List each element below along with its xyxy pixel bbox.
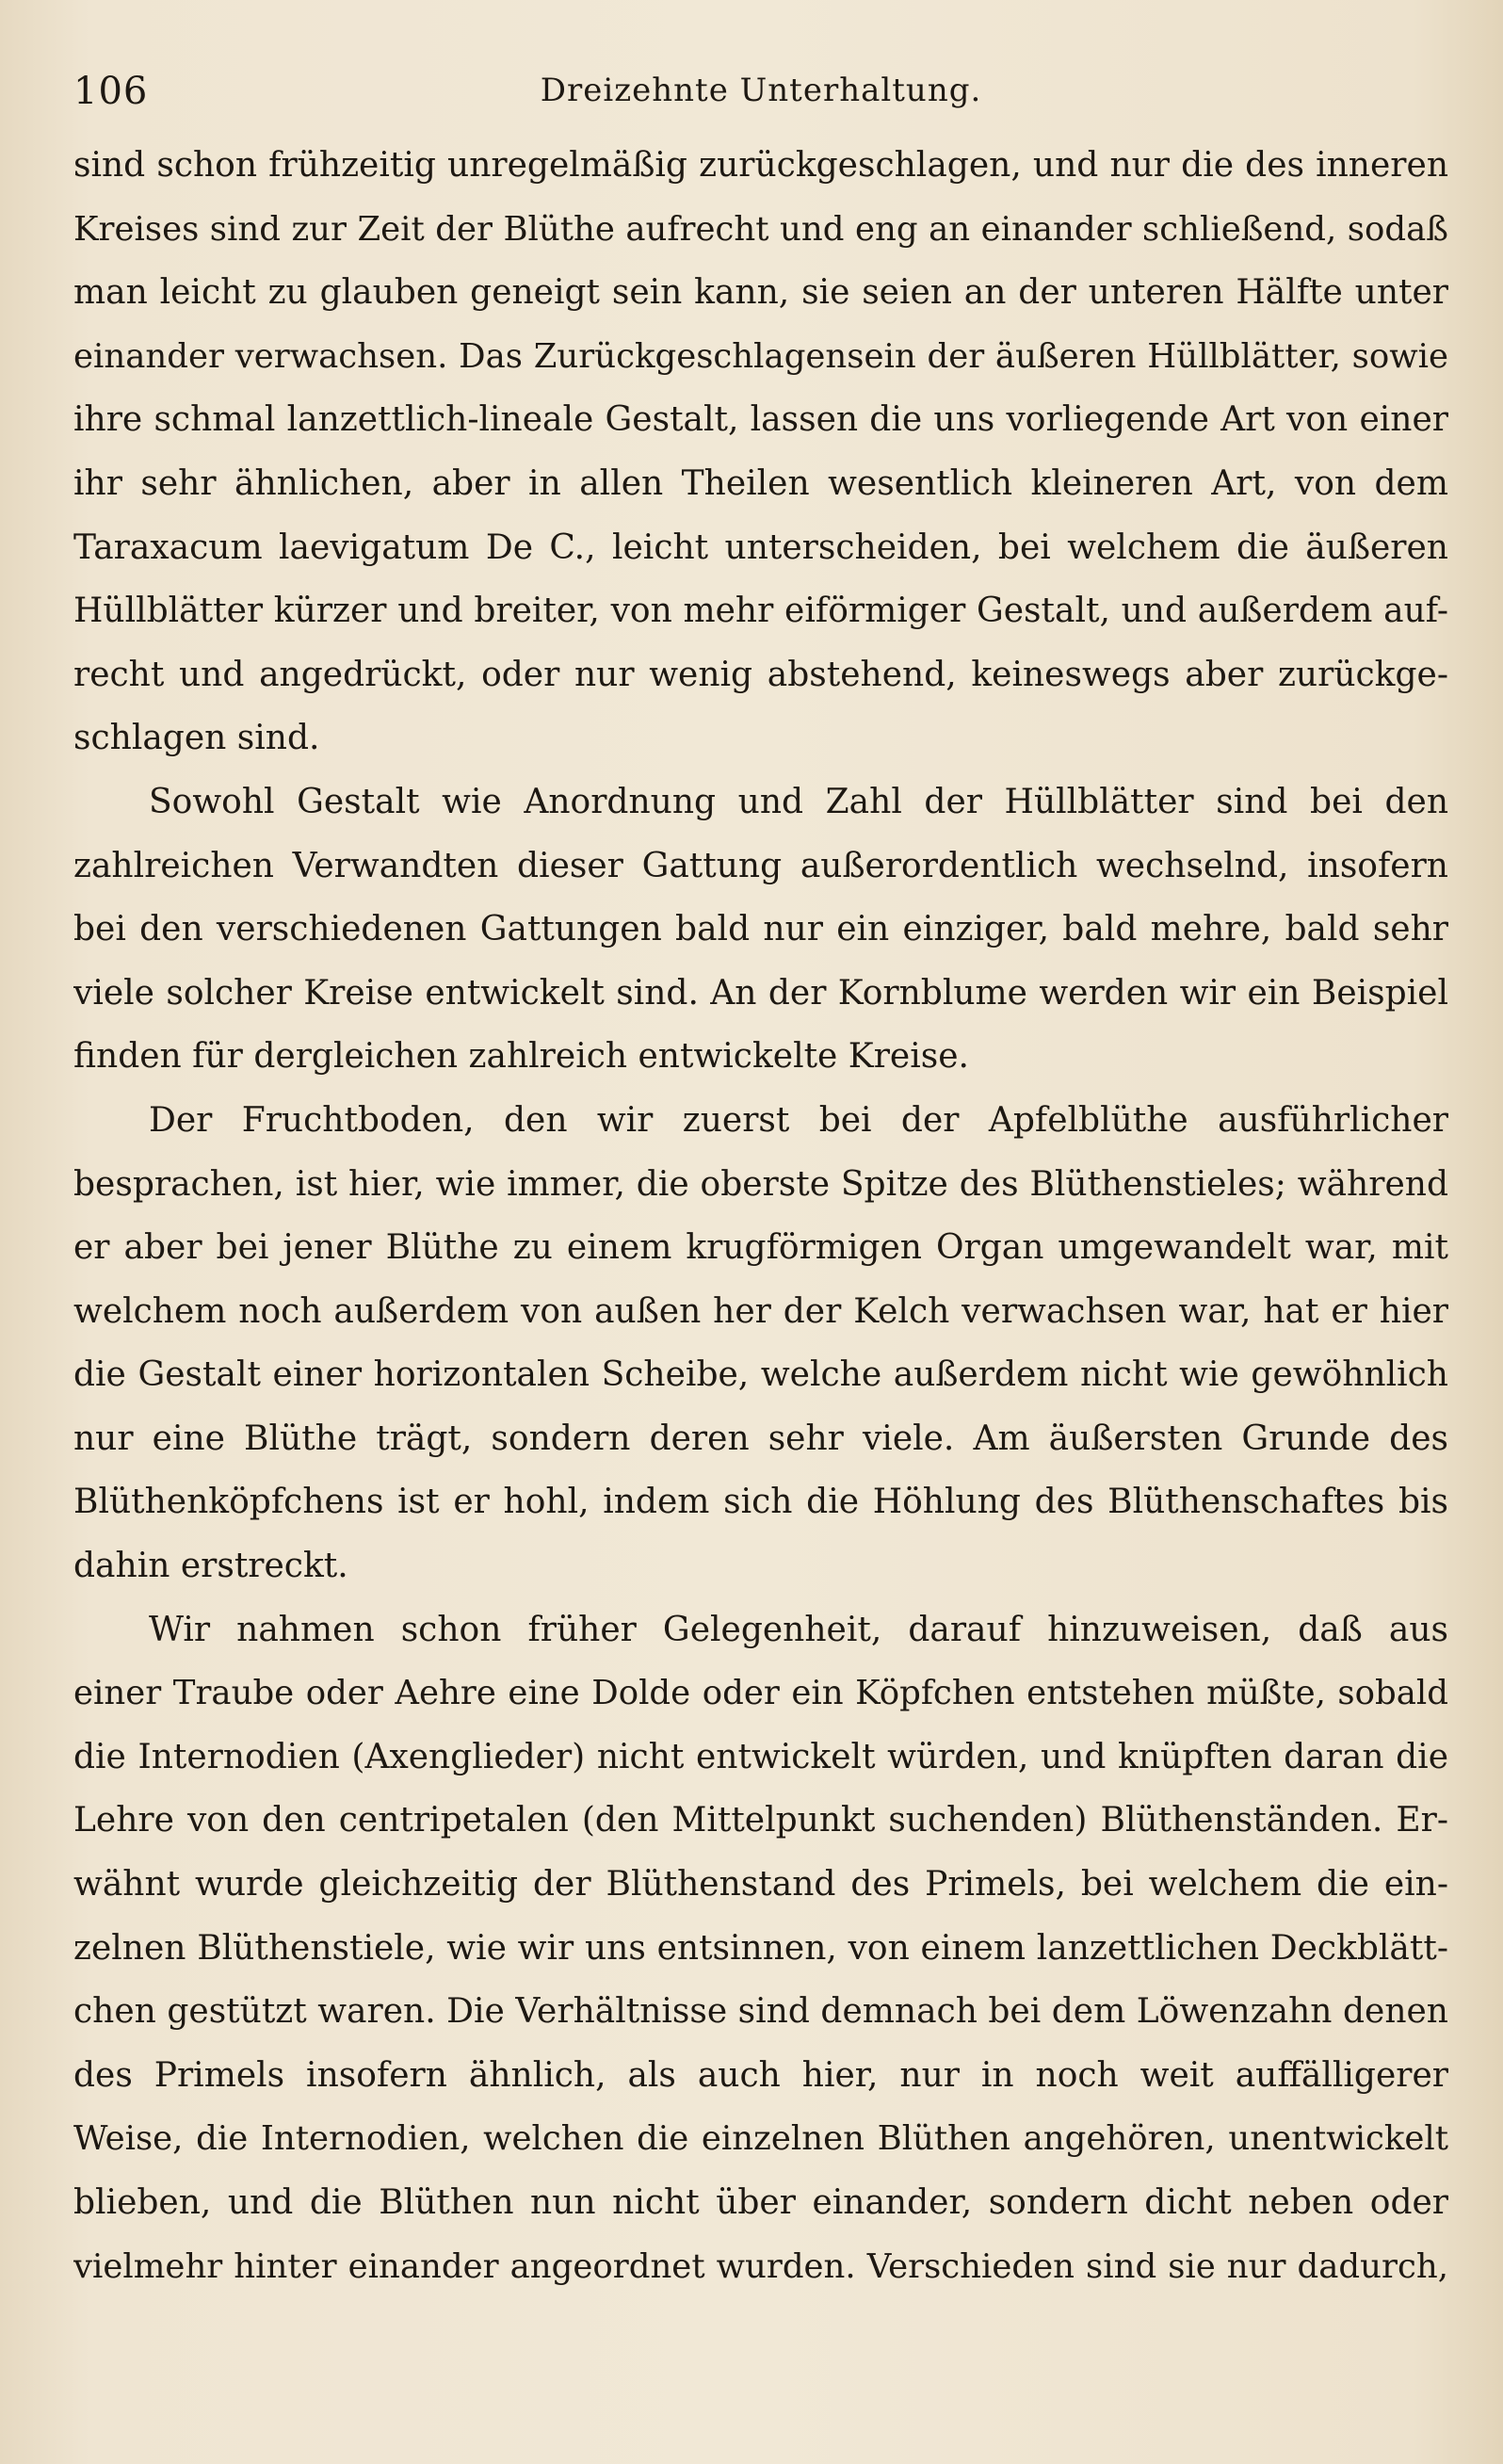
book-page — [73, 57, 1448, 2430]
text-line: blieben, und die Blüthen nun nicht über einander, sondern dicht neben oder — [73, 2183, 1448, 2222]
text-line: wähnt wurde gleichzeitig der Blüthenstand des Primels, bei welchem die ein- — [73, 1865, 1448, 1905]
text-line: nur eine Blüthe trägt, sondern deren sehr viele. Am äußersten Grunde des — [73, 1418, 1448, 1458]
page-number: 106 — [73, 70, 149, 113]
text-line: vielmehr hinter einander angeordnet wurden. Verschieden sind sie nur dadurch, — [73, 2246, 1448, 2286]
text-line: Hüllblätter kürzer und breiter, von mehr eiförmiger Gestalt, und außerdem auf- — [73, 592, 1448, 631]
text-line: Wir nahmen schon früher Gelegenheit, darauf hinzuweisen, daß aus — [149, 1610, 1448, 1649]
text-line: Kreises sind zur Zeit der Blüthe aufrecht und eng an einander schließend, sodaß — [73, 209, 1448, 249]
paragraph-1 — [73, 134, 1448, 770]
text-line-latin-name: Taraxacum laevigatum De C., leicht unterscheiden, bei welchem die äußeren — [73, 527, 1448, 567]
text-line: ihre schmal lanzettlich-lineale Gestalt, lassen die uns vorliegende Art von einer — [73, 400, 1448, 440]
paragraph-2 — [73, 770, 1448, 1089]
text-line: des Primels insofern ähnlich, als auch hier, nur in noch weit auffälligerer — [73, 2055, 1448, 2095]
text-line: er aber bei jener Blüthe zu einem krugförmigen Organ umgewandelt war, mit — [73, 1228, 1448, 1268]
text-line: Der Fruchtboden, den wir zuerst bei der Apfelblüthe ausführlicher — [149, 1100, 1448, 1140]
text-line: einer Traube oder Aehre eine Dolde oder ein Köpfchen entstehen müßte, sobald — [73, 1674, 1448, 1713]
text-line: besprachen, ist hier, wie immer, die oberste Spitze des Blüthenstieles; während — [73, 1164, 1448, 1204]
text-line: ihr sehr ähnlichen, aber in allen Theilen wesentlich kleineren Art, von dem — [73, 463, 1448, 503]
text-line: die Gestalt einer horizontalen Scheibe, welche außerdem nicht wie gewöhnlich — [73, 1355, 1448, 1395]
page-header — [73, 57, 1448, 132]
text-line: chen gestützt waren. Die Verhältnisse sind demnach bei dem Löwenzahn denen — [73, 1992, 1448, 2032]
text-line: Blüthenköpfchens ist er hohl, indem sich die Höhlung des Blüthenschaftes bis — [73, 1483, 1448, 1522]
text-line: einander verwachsen. Das Zurückgeschlagensein der äußeren Hüllblätter, sowie — [73, 336, 1448, 376]
text-line: sind schon frühzeitig unregelmäßig zurückgeschlagen, und nur die des inneren — [73, 146, 1448, 185]
body-text — [73, 134, 1448, 2298]
text-line: viele solcher Kreise entwickelt sind. An der Kornblume werden wir ein Beispiel — [73, 973, 1448, 1013]
text-line: zelnen Blüthenstiele, wie wir uns entsinnen, von einem lanzettlichen Deckblätt- — [73, 1928, 1448, 1968]
text-line: welchem noch außerdem von außen her der Kelch verwachsen war, hat er hier — [73, 1291, 1448, 1331]
text-line: zahlreichen Verwandten dieser Gattung außerordentlich wechselnd, insofern — [73, 846, 1448, 885]
text-line: dahin erstreckt. — [73, 1547, 348, 1586]
text-line: Sowohl Gestalt wie Anordnung und Zahl der Hüllblätter sind bei den — [149, 782, 1448, 821]
text-line: man leicht zu glauben geneigt sein kann, sie seien an der unteren Hälfte unter — [73, 273, 1448, 313]
running-title: Dreizehnte Unterhaltung. — [540, 72, 982, 109]
text-line: finden für dergleichen zahlreich entwickelte Kreise. — [73, 1037, 969, 1077]
paragraph-4 — [73, 1598, 1448, 2299]
text-line: schlagen sind. — [73, 719, 320, 758]
text-line: Lehre von den centripetalen (den Mittelpunkt suchenden) Blüthenständen. Er- — [73, 1801, 1448, 1840]
text-line: bei den verschiedenen Gattungen bald nur ein einziger, bald mehre, bald sehr — [73, 910, 1448, 949]
paragraph-3 — [73, 1089, 1448, 1598]
text-line: die Internodien (Axenglieder) nicht entwickelt würden, und knüpften daran die — [73, 1737, 1448, 1776]
text-line: recht und angedrückt, oder nur wenig abstehend, keineswegs aber zurückge- — [73, 655, 1448, 694]
text-line: Weise, die Internodien, welchen die einzelnen Blüthen angehören, unentwickelt — [73, 2119, 1448, 2159]
